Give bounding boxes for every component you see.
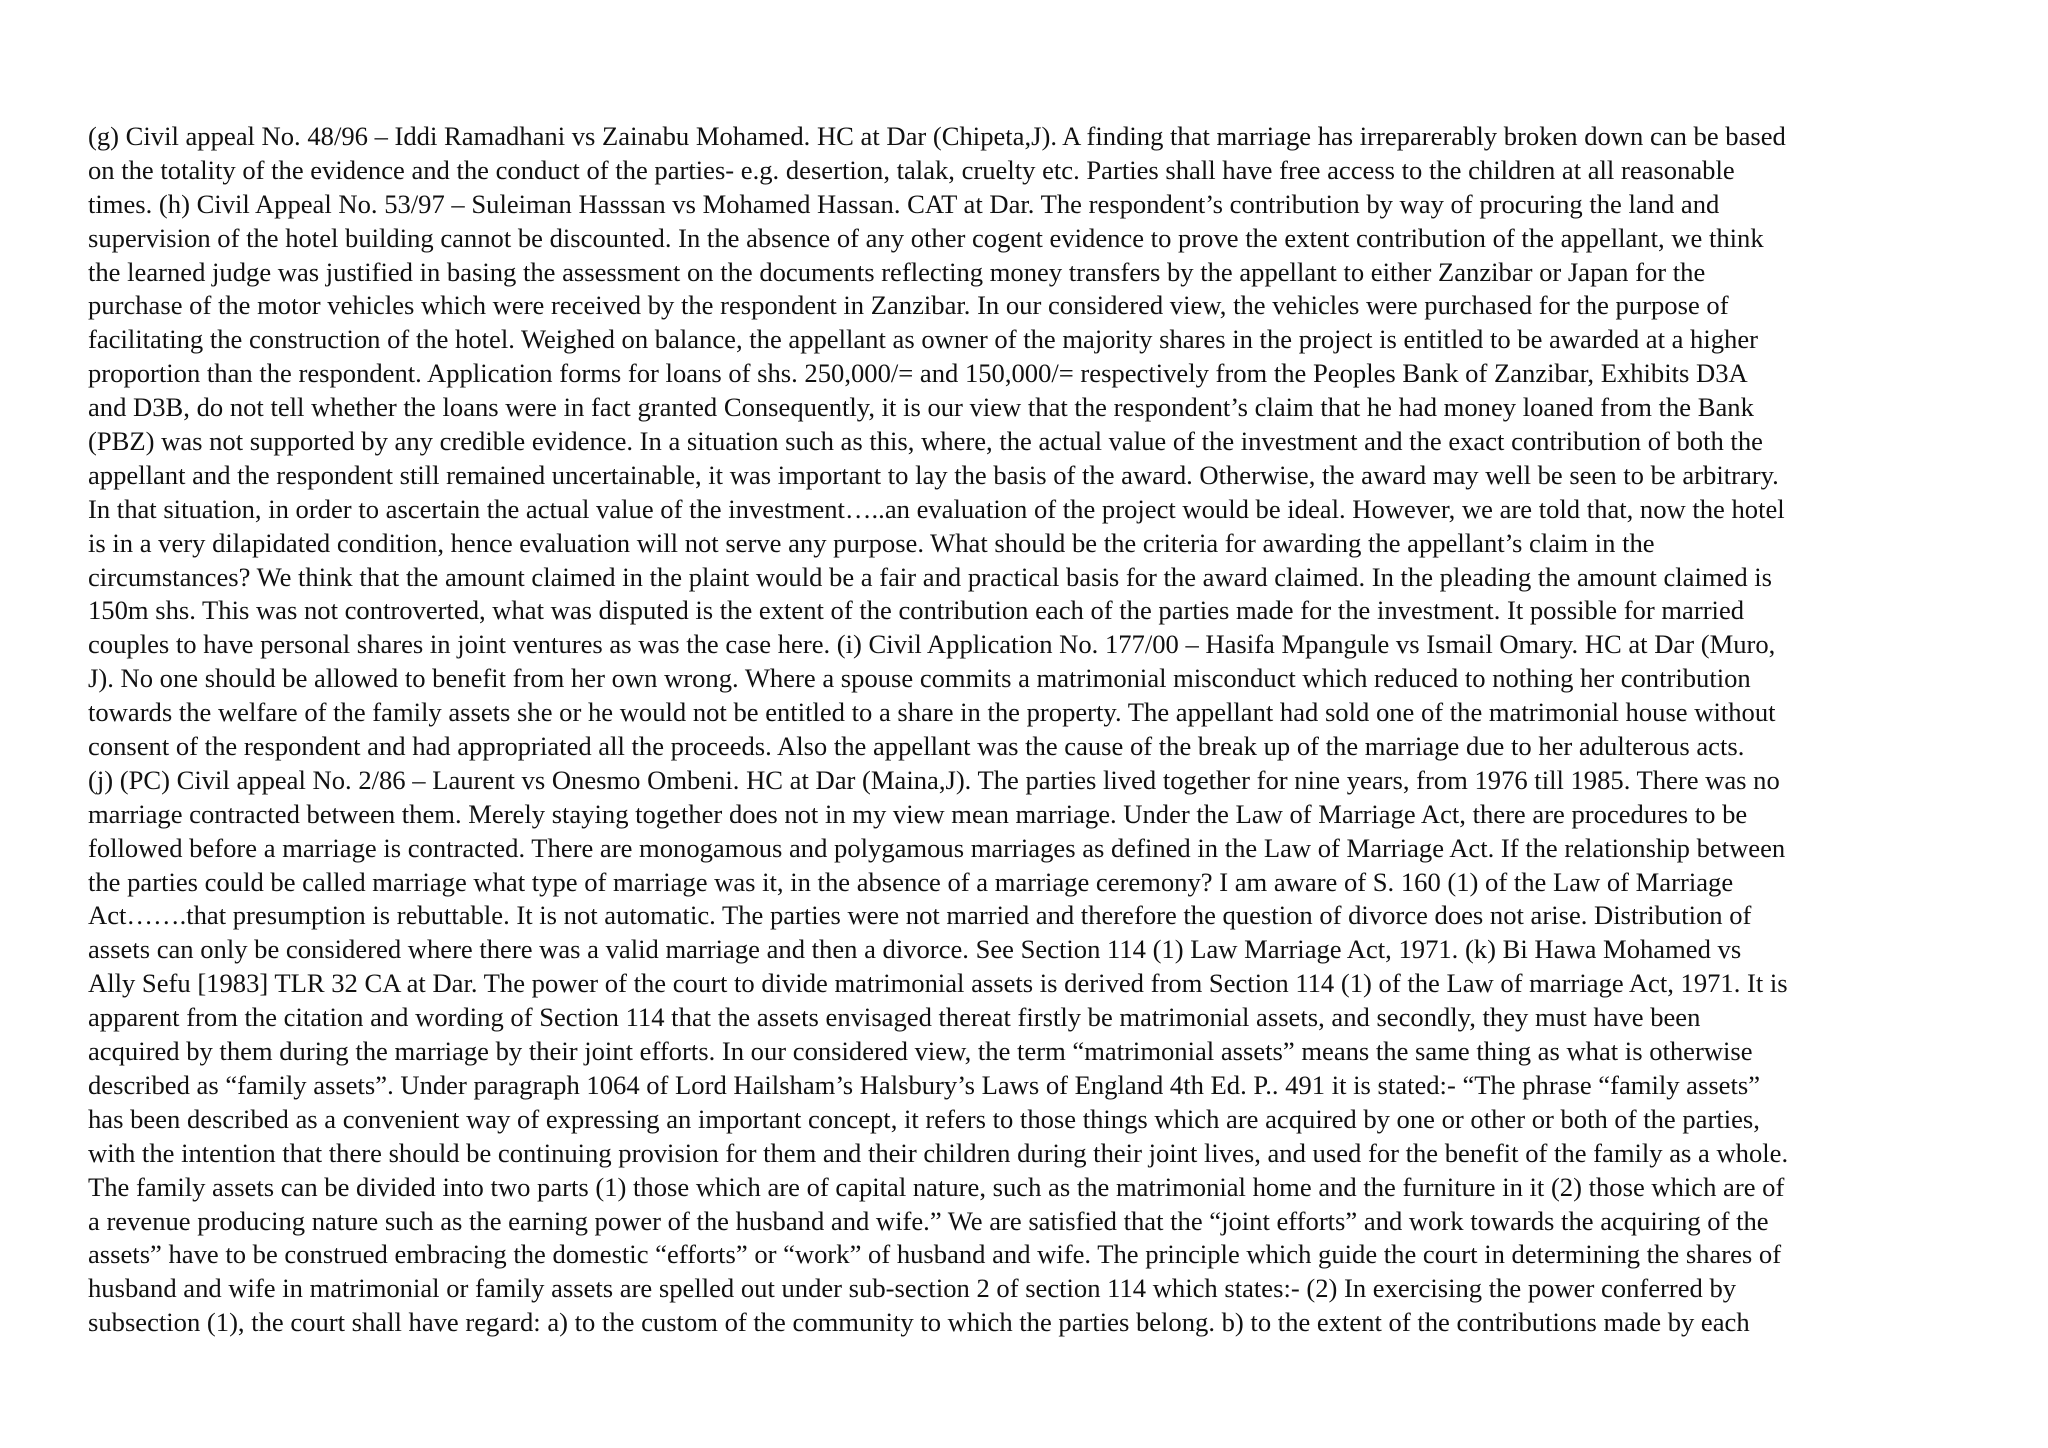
text-line: on the totality of the evidence and the conduct of the parties- e.g. desertion, talak, cruelty etc. Parties shall have free access to the children at all reasonable <box>88 154 1735 185</box>
text-line: with the intention that there should be continuing provision for them and their children during their joint lives, and used for the benefit of the family as a whole. <box>88 1137 1789 1168</box>
text-line: times. (h) Civil Appeal No. 53/97 – Suleiman Hasssan vs Mohamed Hassan. CAT at Dar. The respondent’s contribution by way of procuring the land and <box>88 188 1720 219</box>
text-line: J). No one should be allowed to benefit from her own wrong. Where a spouse commits a matrimonial misconduct which reduced to nothing her contribution <box>88 663 1751 694</box>
text-line: consent of the respondent and had appropriated all the proceeds. Also the appellant was the cause of the break up of the marriage due to her adulterous acts. <box>88 731 1745 762</box>
text-line: apparent from the citation and wording of Section 114 that the assets envisaged thereat firstly be matrimonial assets, and secondly, they must have been <box>88 1002 1701 1033</box>
text-line: followed before a marriage is contracted. There are monogamous and polygamous marriages as defined in the Law of Marriage Act. If the relationship between <box>88 832 1786 863</box>
text-line: the parties could be called marriage what type of marriage was it, in the absence of a marriage ceremony? I am aware of S. 160 (1) of the Law of Marriage <box>88 866 1734 897</box>
text-line: 150m shs. This was not controverted, what was disputed is the extent of the contribution each of the parties made for the investment. It possible for married <box>88 595 1745 626</box>
text-line: subsection (1), the court shall have regard: a) to the custom of the community to which the parties belong. b) to the extent of the contributions made by each <box>88 1307 1750 1338</box>
text-line: appellant and the respondent still remained uncertainable, it was important to lay the basis of the award. Otherwise, the award may well be seen to be arbitrary. <box>88 459 1779 490</box>
text-line: a revenue producing nature such as the earning power of the husband and wife.” We are satisfied that the “joint efforts” and work towards the acquiring of the <box>88 1205 1769 1236</box>
document-body <box>88 120 1988 1340</box>
text-line: assets” have to be construed embracing the domestic “efforts” or “work” of husband and wife. The principle which guide the court in determining the shares of <box>88 1239 1782 1270</box>
text-line: (j) (PC) Civil appeal No. 2/86 – Laurent vs Onesmo Ombeni. HC at Dar (Maina,J). The parties lived together for nine years, from 1976 till 1985. There was no <box>88 764 1780 795</box>
text-line: described as “family assets”. Under paragraph 1064 of Lord Hailsham’s Halsbury’s Laws of England 4th Ed. P.. 491 it is stated:- “The phrase “family assets” <box>88 1069 1761 1100</box>
text-line: towards the welfare of the family assets she or he would not be entitled to a share in the property. The appellant had sold one of the matrimonial house without <box>88 697 1776 728</box>
text-line: proportion than the respondent. Application forms for loans of shs. 250,000/= and 150,000/= respectively from the Peoples Bank of Zanzibar, Exhibits D3A <box>88 358 1748 389</box>
text-line: (PBZ) was not supported by any credible evidence. In a situation such as this, where, the actual value of the investment and the exact contribution of both the <box>88 426 1763 457</box>
text-line: couples to have personal shares in joint ventures as was the case here. (i) Civil Application No. 177/00 – Hasifa Mpangule vs Ismail Omary. HC at Dar (Muro, <box>88 629 1776 660</box>
text-line: marriage contracted between them. Merely staying together does not in my view mean marriage. Under the Law of Marriage Act, there are procedures to be <box>88 798 1748 829</box>
text-line: has been described as a convenient way of expressing an important concept, it refers to those things which are acquired by one or other or both of the parties, <box>88 1103 1760 1134</box>
text-line: acquired by them during the marriage by their joint efforts. In our considered view, the term “matrimonial assets” means the same thing as what is otherwise <box>88 1036 1753 1067</box>
text-line: assets can only be considered where there was a valid marriage and then a divorce. See Section 114 (1) Law Marriage Act, 1971. (k) Bi Hawa Mohamed vs <box>88 934 1742 965</box>
text-line: husband and wife in matrimonial or family assets are spelled out under sub-section 2 of section 114 which states:- (2) In exercising the power conferred by <box>88 1273 1737 1304</box>
text-line: The family assets can be divided into two parts (1) those which are of capital nature, such as the matrimonial home and the furniture in it (2) those which are of <box>88 1171 1785 1202</box>
text-line: facilitating the construction of the hotel. Weighed on balance, the appellant as owner of the majority shares in the project is entitled to be awarded at a higher <box>88 324 1758 355</box>
text-line: is in a very dilapidated condition, hence evaluation will not serve any purpose. What should be the criteria for awarding the appellant’s claim in the <box>88 527 1655 558</box>
text-line: supervision of the hotel building cannot be discounted. In the absence of any other cogent evidence to prove the extent contribution of the appellant, we think <box>88 222 1764 253</box>
text-line: In that situation, in order to ascertain the actual value of the investment…..an evaluation of the project would be ideal. However, we are told that, now the hotel <box>88 493 1785 524</box>
text-line: purchase of the motor vehicles which were received by the respondent in Zanzibar. In our considered view, the vehicles were purchased for the purpose of <box>88 290 1729 321</box>
text-line: Act…….that presumption is rebuttable. It is not automatic. The parties were not married and therefore the question of divorce does not arise. Distribution of <box>88 900 1752 931</box>
text-line: and D3B, do not tell whether the loans were in fact granted Consequently, it is our view that the respondent’s claim that he had money loaned from the Bank <box>88 392 1754 423</box>
text-line: Ally Sefu [1983] TLR 32 CA at Dar. The power of the court to divide matrimonial assets is derived from Section 114 (1) of the Law of marriage Act, 1971. It is <box>88 968 1788 999</box>
text-line: the learned judge was justified in basing the assessment on the documents reflecting money transfers by the appellant to either Zanzibar or Japan for the <box>88 256 1706 287</box>
text-line: (g) Civil appeal No. 48/96 – Iddi Ramadhani vs Zainabu Mohamed. HC at Dar (Chipeta,J). A finding that marriage has irreparerably broken down can be based <box>88 121 1786 151</box>
text-line: circumstances? We think that the amount claimed in the plaint would be a fair and practical basis for the award claimed. In the pleading the amount claimed is <box>88 561 1773 592</box>
